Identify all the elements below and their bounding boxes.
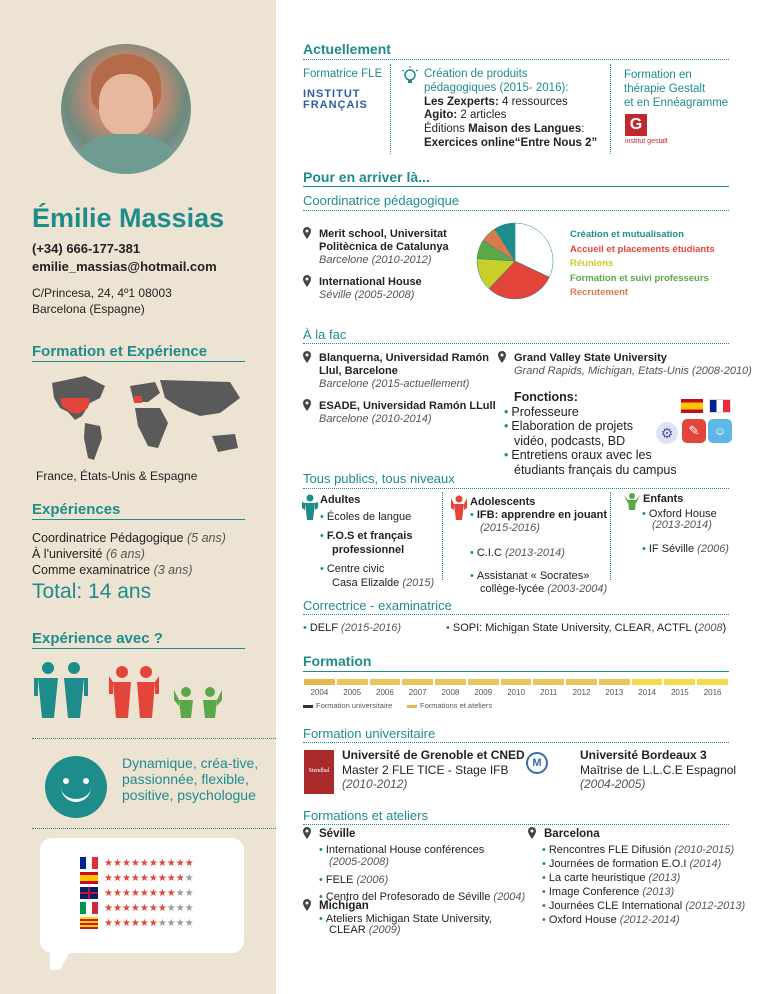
formation-heading: Formation bbox=[303, 653, 372, 669]
star-rating: ★★★★★★★★★★ bbox=[104, 918, 194, 929]
fac-esade: ESADE, Universidad Ramón LLull Barcelone (2010-2014) bbox=[319, 400, 496, 425]
seville-list: • International House conférences (2005-2008) • FELE (2006) • Centro del Profesorado de Séville (2004) bbox=[319, 844, 526, 903]
seville-title: Séville bbox=[319, 828, 356, 840]
experience-item: Comme examinatrice (3 ans) bbox=[32, 563, 193, 577]
timeline-segment bbox=[697, 679, 728, 685]
adult-icon bbox=[302, 494, 318, 520]
experience-with-heading: Expérience avec ? bbox=[32, 630, 163, 647]
teens-icon bbox=[109, 666, 159, 718]
list-item: • La carte heuristique (2013) bbox=[542, 872, 681, 884]
map-usa bbox=[60, 398, 90, 414]
language-row bbox=[80, 901, 194, 916]
star-rating: ★★★★★★★★★★ bbox=[104, 888, 194, 899]
map-caption: France, États-Unis & Espagne bbox=[36, 469, 198, 483]
experience-list bbox=[32, 530, 226, 578]
divider bbox=[303, 343, 729, 344]
barcelona-title: Barcelona bbox=[544, 828, 600, 840]
language-row bbox=[80, 871, 194, 886]
location-pin-icon bbox=[303, 275, 311, 287]
language-row bbox=[80, 886, 194, 901]
adults-icon bbox=[34, 662, 88, 718]
divider bbox=[303, 186, 729, 187]
location-pin-icon bbox=[303, 827, 311, 839]
location-pin-icon bbox=[303, 351, 311, 363]
timeline-year: 2013 bbox=[605, 688, 624, 697]
location-pin-icon bbox=[303, 399, 311, 411]
functions-list: Fonctions: • Professeure • Elaboration de projets vidéo, podcasts, BD • Entretiens oraux avec les étudiants français du campus bbox=[504, 390, 677, 477]
map-asia bbox=[160, 380, 240, 416]
language-row bbox=[80, 916, 194, 931]
divider bbox=[303, 824, 729, 825]
fac-grand-valley: Grand Valley State University Grand Rapids, Michigan, Etats-Unis (2008-2010) bbox=[514, 352, 752, 377]
total-experience: Total: 14 ans bbox=[32, 580, 152, 603]
fac-blanquerna: Blanquerna, Universidad Ramón Llul, Barcelone Barcelone (2015-actuellement) bbox=[319, 352, 489, 390]
list-item: • Journées de formation E.O.I (2014) bbox=[542, 858, 722, 870]
pie-legend bbox=[570, 228, 715, 301]
divider bbox=[303, 614, 729, 615]
list-item: • Oxford House (2012-2014) bbox=[542, 914, 680, 926]
teens-column: Adolescents • IFB: apprendre en jouant (2015-2016) • C.I.C (2013-2014) • Assistanat « Socrates» collège-lycée (2003-2004) bbox=[470, 496, 608, 595]
child-icon bbox=[624, 492, 640, 510]
timeline-segment bbox=[501, 679, 532, 685]
people-icons bbox=[34, 660, 254, 722]
timeline-year: 2015 bbox=[670, 688, 689, 697]
timeline-year: 2012 bbox=[572, 688, 591, 697]
pie-legend-item: Recrutement bbox=[570, 287, 629, 298]
timeline-segment bbox=[599, 679, 630, 685]
app-icon-comic: ✎ bbox=[682, 419, 706, 443]
location-pin-icon bbox=[498, 351, 506, 363]
all-audiences-heading: Tous publics, tous niveaux bbox=[303, 471, 455, 486]
timeline-year: 2014 bbox=[638, 688, 656, 697]
address-line-1: C/Princesa, 24, 4º1 08003 bbox=[32, 286, 172, 300]
timeline-year: 2016 bbox=[703, 688, 722, 697]
michigan-title: Michigan bbox=[319, 900, 369, 912]
flag-ca-icon bbox=[80, 917, 98, 929]
timeline-year: 2008 bbox=[441, 688, 460, 697]
university-training-heading: Formation universitaire bbox=[303, 726, 436, 741]
map-africa bbox=[135, 408, 168, 448]
flag-spain-icon bbox=[681, 399, 703, 413]
coordinator-heading: Coordinatrice pédagogique bbox=[303, 193, 460, 208]
timeline-year: 2010 bbox=[507, 688, 525, 697]
star-rating: ★★★★★★★★★★ bbox=[104, 903, 194, 914]
divider bbox=[32, 828, 276, 829]
divider bbox=[303, 210, 729, 211]
timeline-segment bbox=[664, 679, 695, 685]
flag-france-icon bbox=[709, 399, 731, 413]
current-products: Création de produits pédagogiques (2015- 2016): Les Zexperts: 4 ressources Agito: 2 articles Éditions Maison des Langues: Exercices online“Entre Nous 2” bbox=[424, 68, 598, 149]
timeline-year: 2009 bbox=[474, 688, 493, 697]
location-pin-icon bbox=[303, 227, 311, 239]
timeline-segment bbox=[304, 679, 335, 685]
world-map bbox=[30, 368, 255, 468]
timeline-legend: Formation universitaire bbox=[303, 701, 392, 710]
lightbulb-icon bbox=[400, 66, 420, 86]
phone: (+34) 666-177-381 bbox=[32, 241, 141, 256]
flag-fr-icon bbox=[80, 857, 98, 869]
pie-legend-item: Création et mutualisation bbox=[570, 229, 685, 240]
flag-es-icon bbox=[80, 872, 98, 884]
experiences-heading: Expériences bbox=[32, 501, 121, 518]
person-name: Émilie Massias bbox=[32, 203, 225, 233]
adults-column: Adultes • Écoles de langue • F.O.S et français professionnel • Centre civic Casa Elizalde (2015) bbox=[320, 494, 435, 589]
divider bbox=[32, 738, 276, 739]
divider bbox=[303, 671, 729, 672]
divider bbox=[610, 492, 611, 580]
list-item: • Journées CLE International (2012-2013) bbox=[542, 900, 746, 912]
barcelona-list bbox=[542, 843, 745, 927]
timeline-segment bbox=[566, 679, 597, 685]
divider bbox=[303, 488, 729, 489]
timeline-segment bbox=[402, 679, 433, 685]
univ-bordeaux: Université Bordeaux 3 Maîtrise de L.L.C.E Espagnol (2004-2005) bbox=[580, 748, 737, 791]
language-row bbox=[80, 856, 194, 871]
timeline bbox=[303, 679, 729, 715]
timeline-segment bbox=[632, 679, 663, 685]
qualities-text: Dynamique, créa-tive, passionnée, flexible, positive, psychologue bbox=[122, 755, 259, 803]
children-icon bbox=[174, 687, 222, 718]
examiner-heading: Correctrice - examinatrice bbox=[303, 598, 452, 613]
background-heading: Pour en arriver là... bbox=[303, 169, 430, 185]
avatar bbox=[61, 44, 191, 174]
divider bbox=[390, 64, 391, 154]
children-items: • Oxford House (2013-2014) • IF Séville (2006) bbox=[642, 508, 729, 555]
sopi-item: • SOPI: Michigan State University, CLEAR, ACTFL (2008) bbox=[446, 622, 727, 634]
map-south-america bbox=[84, 423, 102, 460]
divider bbox=[610, 64, 611, 154]
stendhal-logo: Stendhal bbox=[304, 750, 334, 794]
workshops-heading: Formations et ateliers bbox=[303, 808, 428, 823]
univ-grenoble: Université de Grenoble et CNED Master 2 FLE TICE - Stage IFB (2010-2012) bbox=[342, 748, 525, 791]
divider bbox=[32, 361, 245, 362]
timeline-segment bbox=[468, 679, 499, 685]
formation-experience-heading: Formation et Expérience bbox=[32, 343, 208, 360]
divider bbox=[442, 492, 443, 580]
timeline-segment bbox=[533, 679, 564, 685]
bubble-tail bbox=[50, 952, 70, 970]
pie-legend-item: Accueil et placements étudiants bbox=[570, 243, 715, 255]
list-item: • Rencontres FLE Difusión (2010-2015) bbox=[542, 844, 735, 856]
location-pin-icon bbox=[303, 899, 311, 911]
location-pin-icon bbox=[528, 827, 536, 839]
address-line-2: Barcelona (Espagne) bbox=[32, 302, 145, 316]
delf-item: • DELF (2015-2016) bbox=[303, 622, 401, 634]
divider bbox=[32, 648, 245, 649]
timeline-segment bbox=[337, 679, 368, 685]
smiley-icon bbox=[45, 756, 107, 818]
app-icon-gear: ⚙ bbox=[656, 422, 678, 444]
bordeaux-logo: M bbox=[526, 752, 560, 788]
currently-heading: Actuellement bbox=[303, 41, 391, 57]
michigan-list: • Ateliers Michigan State University, CLEAR (2009) bbox=[319, 913, 492, 936]
current-gestalt: Formation en thérapie Gestalt et en Ennéagramme bbox=[624, 69, 729, 109]
university-heading: À la fac bbox=[303, 327, 347, 342]
current-job-fle: Formatrice FLE INSTITUT FRANÇAIS bbox=[303, 68, 383, 111]
institut-francais-logo: INSTITUT FRANÇAIS bbox=[303, 88, 368, 111]
app-icon-video: ☺ bbox=[708, 419, 732, 443]
timeline-year: 2005 bbox=[343, 688, 362, 697]
divider bbox=[32, 519, 245, 520]
star-rating: ★★★★★★★★★★ bbox=[104, 873, 194, 884]
timeline-segment bbox=[370, 679, 401, 685]
timeline-legend: Formations et ateliers bbox=[407, 701, 492, 710]
timeline-year: 2006 bbox=[376, 688, 394, 697]
languages-bubble bbox=[40, 838, 244, 953]
timeline-segment bbox=[435, 679, 466, 685]
divider bbox=[303, 742, 729, 743]
experience-item: Coordinatrice Pédagogique (5 ans) bbox=[32, 531, 226, 545]
teen-icon bbox=[451, 494, 467, 520]
map-australia bbox=[212, 434, 238, 452]
star-rating: ★★★★★★★★★★ bbox=[104, 858, 194, 869]
institut-gestalt-logo: G institut gestalt bbox=[625, 116, 668, 145]
flag-it-icon bbox=[80, 902, 98, 914]
pie-legend-item: Réunions bbox=[570, 258, 614, 269]
map-france-spain bbox=[134, 396, 142, 403]
email[interactable]: emilie_massias@hotmail.com bbox=[32, 259, 217, 274]
children-column: Enfants bbox=[643, 493, 684, 505]
coord-job-ih: International House Séville (2005-2008) bbox=[319, 276, 422, 301]
pie-legend-item: Formation et suivi professeurs bbox=[570, 272, 709, 284]
timeline-year: 2011 bbox=[540, 688, 558, 697]
experience-item: À l'université (6 ans) bbox=[32, 547, 145, 561]
tasks-pie-chart bbox=[470, 220, 570, 302]
flag-gb-icon bbox=[80, 887, 98, 899]
divider bbox=[303, 59, 729, 60]
timeline-year: 2004 bbox=[310, 688, 329, 697]
timeline-year: 2007 bbox=[408, 688, 427, 697]
list-item: • Image Conference (2013) bbox=[542, 886, 675, 898]
coord-job-merit: Merit school, Universitat Politècnica de Catalunya Barcelone (2010-2012) bbox=[319, 228, 449, 266]
